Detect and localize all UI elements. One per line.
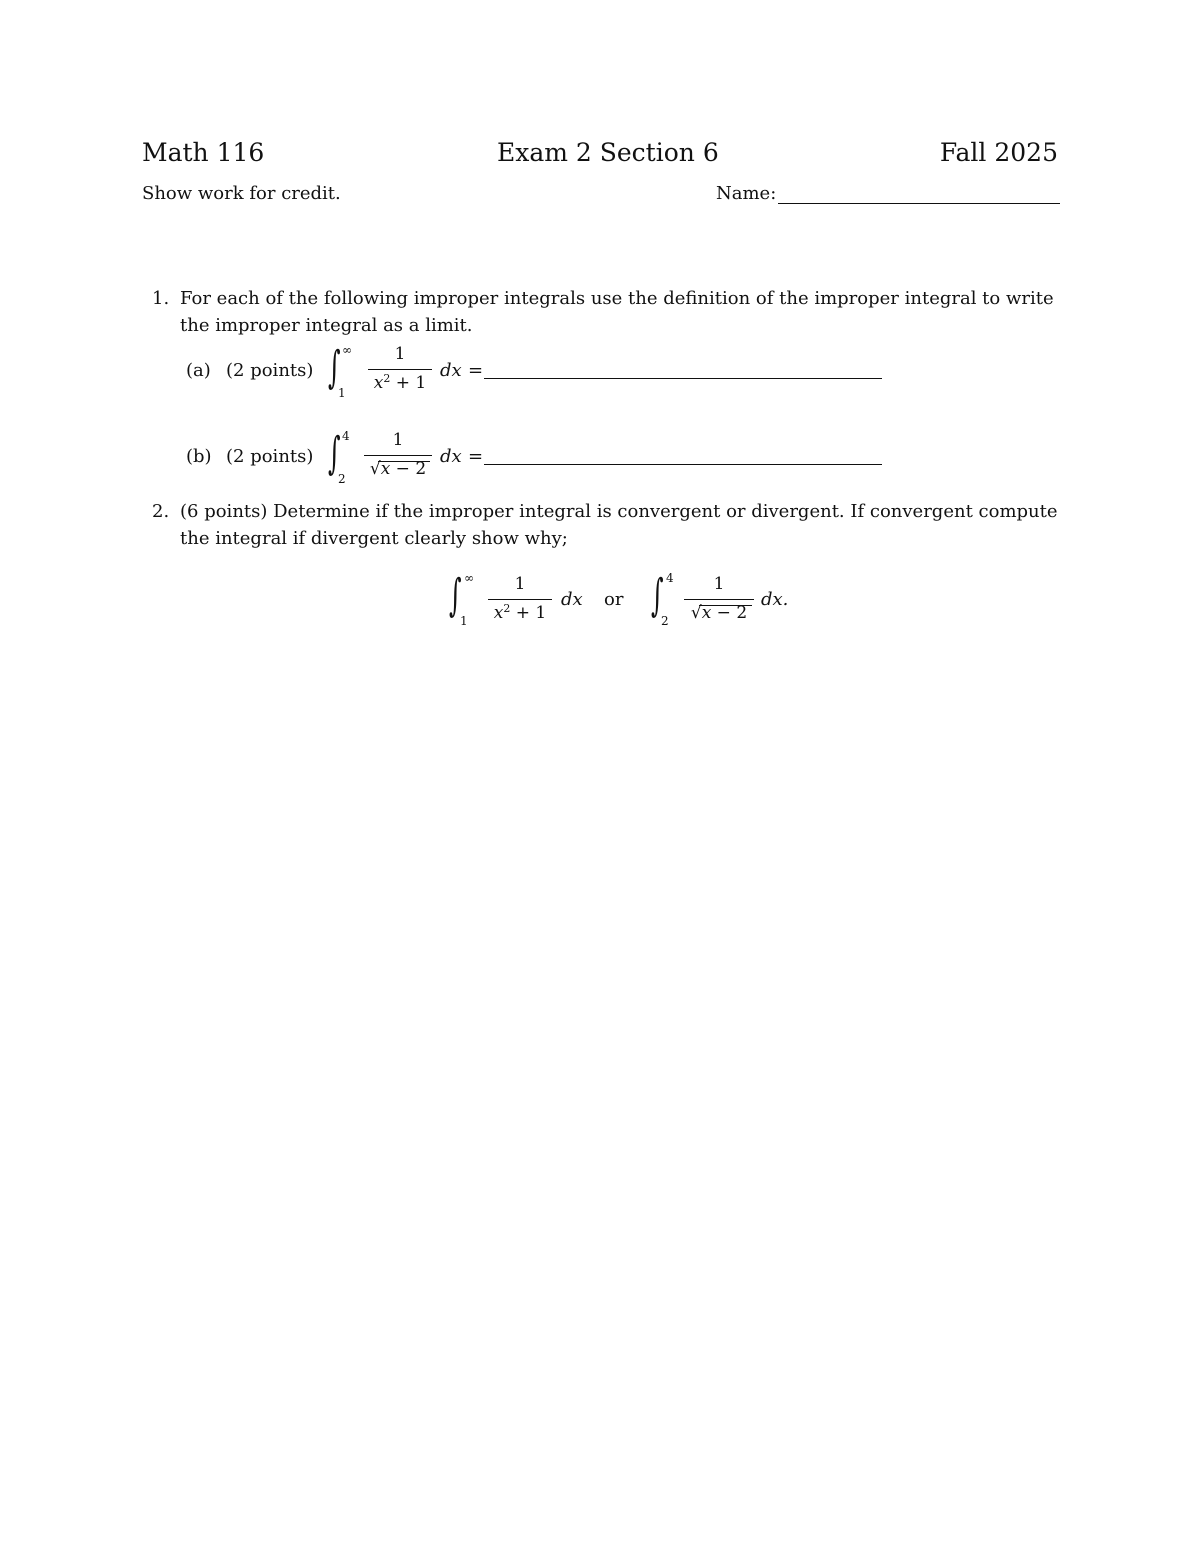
term-label: Fall 2025 [939, 138, 1058, 167]
differential: dx. [761, 589, 789, 610]
equals-sign: = [468, 360, 484, 381]
denominator-constant: − 2 [711, 603, 748, 623]
radical-vinculum [378, 461, 430, 462]
denominator-exponent: 2 [383, 372, 391, 385]
denominator [364, 459, 432, 479]
question-2-number: 2. [152, 501, 170, 522]
radical-sign: √ [690, 603, 702, 623]
denominator-exponent: 2 [503, 602, 511, 615]
denominator-variable: x [373, 373, 384, 393]
fraction-bar [684, 599, 754, 600]
question-2-text-line2: the integral if divergent clearly show why; [180, 528, 568, 549]
denominator [368, 373, 432, 393]
numerator: 1 [394, 344, 406, 364]
upper-limit: ∞ [342, 343, 352, 357]
exam-title: Exam 2 Section 6 [497, 138, 719, 167]
denominator-variable: x [380, 459, 391, 479]
lower-limit: 2 [661, 614, 669, 628]
differential: dx [440, 360, 462, 381]
lower-limit: 2 [338, 472, 346, 486]
denominator-constant: − 2 [390, 459, 427, 479]
integral-sign: ∫ [328, 342, 341, 393]
numerator: 1 [514, 574, 526, 594]
part-b-points: (2 points) [226, 446, 314, 467]
radical-vinculum [699, 605, 752, 606]
part-a-points: (2 points) [226, 360, 314, 381]
question-1-number: 1. [152, 288, 170, 309]
name-label: Name: [716, 183, 777, 204]
upper-limit: ∞ [464, 571, 474, 585]
integral-sign: ∫ [328, 428, 341, 479]
or-connector: or [604, 589, 624, 610]
equals-sign: = [468, 446, 484, 467]
upper-limit: 4 [342, 429, 350, 443]
fraction-bar [488, 599, 552, 600]
denominator [488, 603, 552, 623]
lower-limit: 1 [338, 386, 346, 400]
fraction-bar [368, 369, 432, 370]
part-b-answer-line[interactable] [484, 464, 882, 465]
upper-limit: 4 [666, 571, 674, 585]
denominator-variable: x [701, 603, 712, 623]
integral-sign: ∫ [651, 570, 664, 621]
course-title: Math 116 [142, 138, 265, 167]
question-1-text-line1: For each of the following improper integrals use the definition of the improper integral to write [180, 288, 1054, 309]
denominator-constant: + 1 [390, 373, 427, 393]
name-answer-line[interactable] [778, 203, 1060, 204]
numerator: 1 [392, 430, 404, 450]
denominator-constant: + 1 [510, 603, 547, 623]
question-2-text-line1: (6 points) Determine if the improper integral is convergent or divergent. If convergent compute [180, 501, 1058, 522]
denominator [684, 603, 754, 623]
fraction-bar [364, 455, 432, 456]
denominator-variable: x [493, 603, 504, 623]
part-b-label: (b) [186, 446, 212, 467]
instructions-text: Show work for credit. [142, 183, 341, 204]
part-a-answer-line[interactable] [484, 378, 882, 379]
question-1-text-line2: the improper integral as a limit. [180, 315, 473, 336]
differential: dx [561, 589, 583, 610]
differential: dx [440, 446, 462, 467]
part-a-label: (a) [186, 360, 211, 381]
lower-limit: 1 [460, 614, 468, 628]
numerator: 1 [713, 574, 725, 594]
integral-sign: ∫ [449, 570, 462, 621]
radical-sign: √ [369, 459, 381, 479]
